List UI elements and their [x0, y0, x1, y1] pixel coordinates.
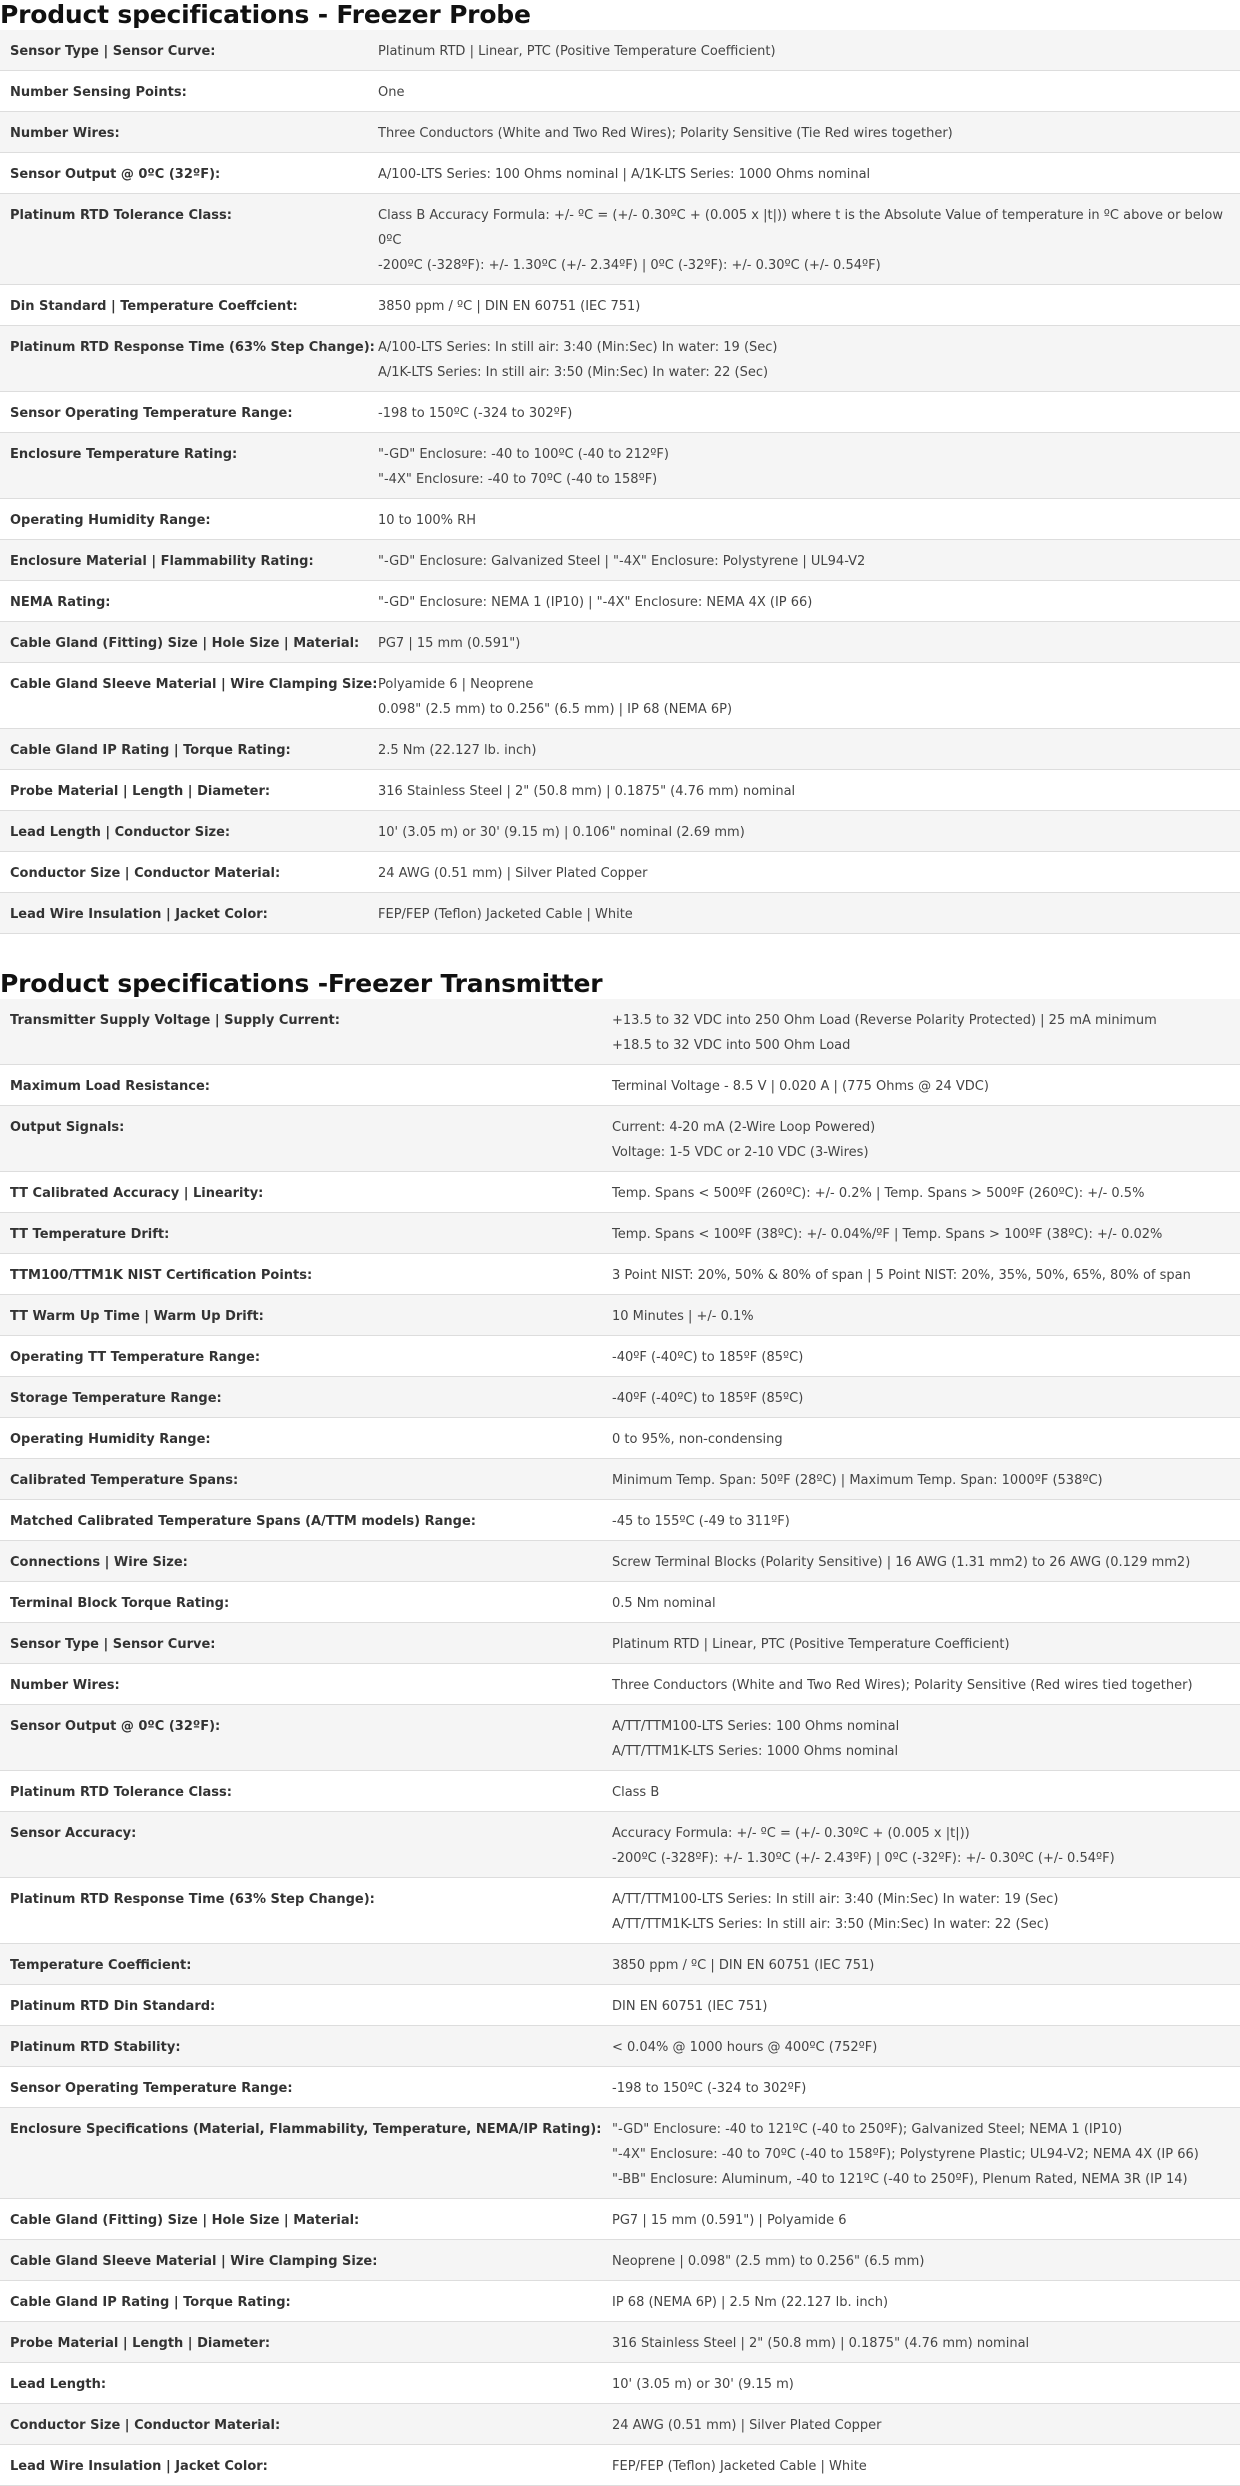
spec-value	[378, 852, 1240, 893]
spec-value-line: Temp. Spans < 100ºF (38ºC): +/- 0.04%/ºF | Temp. Spans > 100ºF (38ºC): +/- 0.02%	[612, 1227, 1163, 1242]
spec-row	[0, 663, 1240, 729]
spec-value-line: "-GD" Enclosure: -40 to 100ºC (-40 to 212ºF)	[378, 447, 669, 462]
spec-value-line: PG7 | 15 mm (0.591") | Polyamide 6	[612, 2213, 847, 2228]
spec-value-line: "-GD" Enclosure: -40 to 121ºC (-40 to 250ºF); Galvanized Steel; NEMA 1 (IP10)	[612, 2122, 1123, 2137]
spec-row	[0, 2281, 1240, 2322]
spec-label: Number Wires:	[0, 1664, 612, 1705]
spec-row	[0, 153, 1240, 194]
spec-row	[0, 1541, 1240, 1582]
spec-label: Lead Length:	[0, 2363, 612, 2404]
spec-label: Storage Temperature Range:	[0, 1377, 612, 1418]
spec-value-line: FEP/FEP (Teflon) Jacketed Cable | White	[612, 2459, 867, 2474]
probe-section-title: Product specifications - Freezer Probe	[0, 0, 531, 29]
spec-row	[0, 30, 1240, 71]
spec-value	[612, 1705, 1240, 1771]
spec-row	[0, 1705, 1240, 1771]
spec-label: Platinum RTD Response Time (63% Step Change):	[0, 326, 378, 392]
spec-label: Terminal Block Torque Rating:	[0, 1582, 612, 1623]
spec-value-line: "-BB" Enclosure: Aluminum, -40 to 121ºC (-40 to 250ºF), Plenum Rated, NEMA 3R (IP 14)	[612, 2172, 1188, 2187]
spec-value	[612, 2108, 1240, 2199]
spec-value-line: 316 Stainless Steel | 2" (50.8 mm) | 0.1875" (4.76 mm) nominal	[612, 2336, 1030, 2351]
spec-value-line: 10 to 100% RH	[378, 513, 476, 528]
spec-value-line: "-GD" Enclosure: NEMA 1 (IP10) | "-4X" Enclosure: NEMA 4X (IP 66)	[378, 595, 813, 610]
spec-label: Platinum RTD Tolerance Class:	[0, 194, 378, 285]
spec-row	[0, 1377, 1240, 1418]
spec-row	[0, 729, 1240, 770]
spec-value	[378, 153, 1240, 194]
spec-label: Temperature Coefficient:	[0, 1944, 612, 1985]
spec-value	[378, 194, 1240, 285]
transmitter-spec-table	[0, 999, 1240, 2486]
spec-value-line: < 0.04% @ 1000 hours @ 400ºC (752ºF)	[612, 2040, 878, 2055]
spec-row	[0, 2199, 1240, 2240]
spec-value	[378, 811, 1240, 852]
spec-value-line: 0 to 95%, non-condensing	[612, 1432, 783, 1447]
spec-label: Maximum Load Resistance:	[0, 1065, 612, 1106]
spec-row	[0, 433, 1240, 499]
spec-value	[612, 1985, 1240, 2026]
spec-value	[612, 2067, 1240, 2108]
spec-value-line: "-4X" Enclosure: -40 to 70ºC (-40 to 158ºF); Polystyrene Plastic; UL94-V2; NEMA 4X (IP 66)	[612, 2147, 1199, 2162]
spec-value-line: -45 to 155ºC (-49 to 311ºF)	[612, 1514, 790, 1529]
spec-row	[0, 1172, 1240, 1213]
spec-value	[612, 1812, 1240, 1878]
spec-value	[378, 581, 1240, 622]
spec-value-line: -40ºF (-40ºC) to 185ºF (85ºC)	[612, 1350, 804, 1365]
spec-label: Lead Wire Insulation | Jacket Color:	[0, 893, 378, 934]
spec-label: Sensor Output @ 0ºC (32ºF):	[0, 153, 378, 194]
spec-value	[612, 1336, 1240, 1377]
spec-value-line: FEP/FEP (Teflon) Jacketed Cable | White	[378, 907, 633, 922]
spec-row	[0, 1418, 1240, 1459]
spec-label: Lead Length | Conductor Size:	[0, 811, 378, 852]
spec-label: Cable Gland Sleeve Material | Wire Clamping Size:	[0, 663, 378, 729]
spec-value-line: -198 to 150ºC (-324 to 302ºF)	[378, 406, 573, 421]
spec-value	[612, 2363, 1240, 2404]
spec-value-line: "-4X" Enclosure: -40 to 70ºC (-40 to 158ºF)	[378, 472, 658, 487]
spec-row	[0, 194, 1240, 285]
spec-value-line: "-GD" Enclosure: Galvanized Steel | "-4X" Enclosure: Polystyrene | UL94-V2	[378, 554, 866, 569]
spec-value-line: A/100-LTS Series: 100 Ohms nominal | A/1K-LTS Series: 1000 Ohms nominal	[378, 167, 871, 182]
spec-value-line: Neoprene | 0.098" (2.5 mm) to 0.256" (6.5 mm)	[612, 2254, 925, 2269]
spec-value-line: Class B Accuracy Formula: +/- ºC = (+/- 0.30ºC + (0.005 x |t|)) where t is the Absolute Value of temperature in ºC above or below 0ºC	[378, 208, 1224, 248]
spec-value	[612, 1254, 1240, 1295]
spec-row	[0, 1295, 1240, 1336]
spec-label: Sensor Type | Sensor Curve:	[0, 30, 378, 71]
spec-row	[0, 1812, 1240, 1878]
spec-label: Number Wires:	[0, 112, 378, 153]
spec-value	[378, 540, 1240, 581]
spec-row	[0, 893, 1240, 934]
spec-value	[378, 499, 1240, 540]
spec-value-line: 2.5 Nm (22.127 lb. inch)	[378, 743, 537, 758]
spec-label: Enclosure Material | Flammability Rating:	[0, 540, 378, 581]
spec-value-line: A/TT/TTM100-LTS Series: In still air: 3:40 (Min:Sec) In water: 19 (Sec)	[612, 1892, 1059, 1907]
spec-label: Lead Wire Insulation | Jacket Color:	[0, 2445, 612, 2486]
spec-label: Din Standard | Temperature Coeffcient:	[0, 285, 378, 326]
spec-value-line: One	[378, 85, 405, 100]
spec-value	[612, 1459, 1240, 1500]
spec-row	[0, 1254, 1240, 1295]
spec-value-line: A/TT/TTM1K-LTS Series: In still air: 3:50 (Min:Sec) In water: 22 (Sec)	[612, 1917, 1050, 1932]
spec-value	[612, 1418, 1240, 1459]
spec-label: Calibrated Temperature Spans:	[0, 1459, 612, 1500]
spec-label: Platinum RTD Stability:	[0, 2026, 612, 2067]
spec-value-line: 10 Minutes | +/- 0.1%	[612, 1309, 754, 1324]
spec-label: TT Warm Up Time | Warm Up Drift:	[0, 1295, 612, 1336]
spec-label: Sensor Operating Temperature Range:	[0, 392, 378, 433]
spec-value	[612, 1771, 1240, 1812]
spec-row	[0, 1336, 1240, 1377]
spec-row	[0, 499, 1240, 540]
spec-value-line: Polyamide 6 | Neoprene	[378, 677, 534, 692]
spec-value-line: +13.5 to 32 VDC into 250 Ohm Load (Reverse Polarity Protected) | 25 mA minimum	[612, 1013, 1157, 1028]
spec-value-line: Screw Terminal Blocks (Polarity Sensitive) | 16 AWG (1.31 mm2) to 26 AWG (0.129 mm2)	[612, 1555, 1191, 1570]
spec-row	[0, 2404, 1240, 2445]
spec-value	[612, 1377, 1240, 1418]
spec-label: Sensor Output @ 0ºC (32ºF):	[0, 1705, 612, 1771]
spec-value	[612, 1213, 1240, 1254]
spec-label: TTM100/TTM1K NIST Certification Points:	[0, 1254, 612, 1295]
spec-value	[378, 433, 1240, 499]
spec-value-line: Platinum RTD | Linear, PTC (Positive Temperature Coefficient)	[378, 44, 776, 59]
spec-label: NEMA Rating:	[0, 581, 378, 622]
spec-value	[612, 2445, 1240, 2486]
transmitter-section-title: Product specifications -Freezer Transmitter	[0, 969, 603, 998]
spec-label: Sensor Accuracy:	[0, 1812, 612, 1878]
spec-value	[612, 2322, 1240, 2363]
spec-value-line: Temp. Spans < 500ºF (260ºC): +/- 0.2% | Temp. Spans > 500ºF (260ºC): +/- 0.5%	[612, 1186, 1145, 1201]
spec-value-line: Class B	[612, 1785, 660, 1800]
spec-row	[0, 2322, 1240, 2363]
spec-label: Conductor Size | Conductor Material:	[0, 852, 378, 893]
spec-value	[612, 1106, 1240, 1172]
spec-value-line: -198 to 150ºC (-324 to 302ºF)	[612, 2081, 807, 2096]
spec-value-line: 24 AWG (0.51 mm) | Silver Plated Copper	[378, 866, 648, 881]
spec-value-line: 3 Point NIST: 20%, 50% & 80% of span | 5 Point NIST: 20%, 35%, 50%, 65%, 80% of span	[612, 1268, 1191, 1283]
spec-value	[378, 71, 1240, 112]
spec-label: Cable Gland (Fitting) Size | Hole Size | Material:	[0, 2199, 612, 2240]
spec-value-line: Minimum Temp. Span: 50ºF (28ºC) | Maximum Temp. Span: 1000ºF (538ºC)	[612, 1473, 1103, 1488]
spec-label: Operating Humidity Range:	[0, 1418, 612, 1459]
spec-row	[0, 811, 1240, 852]
spec-value	[612, 2281, 1240, 2322]
spec-value-line: 10' (3.05 m) or 30' (9.15 m)	[612, 2377, 794, 2392]
spec-value-line: PG7 | 15 mm (0.591")	[378, 636, 521, 651]
spec-value	[612, 2240, 1240, 2281]
spec-label: Conductor Size | Conductor Material:	[0, 2404, 612, 2445]
spec-value	[378, 326, 1240, 392]
spec-value-line: DIN EN 60751 (IEC 751)	[612, 1999, 768, 2014]
spec-label: Platinum RTD Din Standard:	[0, 1985, 612, 2026]
spec-value-line: Three Conductors (White and Two Red Wires); Polarity Sensitive (Tie Red wires together)	[378, 126, 953, 141]
spec-value-line: A/1K-LTS Series: In still air: 3:50 (Min:Sec) In water: 22 (Sec)	[378, 365, 769, 380]
spec-value-line: 10' (3.05 m) or 30' (9.15 m) | 0.106" nominal (2.69 mm)	[378, 825, 745, 840]
spec-label: Cable Gland (Fitting) Size | Hole Size | Material:	[0, 622, 378, 663]
spec-value	[612, 1172, 1240, 1213]
spec-value	[378, 30, 1240, 71]
spec-row	[0, 1664, 1240, 1705]
spec-value	[378, 893, 1240, 934]
spec-label: Operating TT Temperature Range:	[0, 1336, 612, 1377]
spec-label: Transmitter Supply Voltage | Supply Current:	[0, 999, 612, 1065]
spec-label: Platinum RTD Response Time (63% Step Change):	[0, 1878, 612, 1944]
spec-value	[378, 770, 1240, 811]
spec-row	[0, 540, 1240, 581]
spec-value	[612, 1664, 1240, 1705]
spec-row	[0, 852, 1240, 893]
spec-value	[612, 1295, 1240, 1336]
spec-value	[612, 1878, 1240, 1944]
spec-value-line: Accuracy Formula: +/- ºC = (+/- 0.30ºC + (0.005 x |t|))	[612, 1826, 970, 1841]
spec-value-line: -200ºC (-328ºF): +/- 1.30ºC (+/- 2.43ºF) | 0ºC (-32ºF): +/- 0.30ºC (+/- 0.54ºF)	[612, 1851, 1115, 1866]
spec-value-line: 3850 ppm / ºC | DIN EN 60751 (IEC 751)	[612, 1958, 875, 1973]
spec-value-line: -40ºF (-40ºC) to 185ºF (85ºC)	[612, 1391, 804, 1406]
spec-row	[0, 1500, 1240, 1541]
spec-value-line: A/TT/TTM100-LTS Series: 100 Ohms nominal	[612, 1719, 900, 1734]
spec-value-line: Current: 4-20 mA (2-Wire Loop Powered)	[612, 1120, 876, 1135]
spec-row	[0, 112, 1240, 153]
spec-label: Output Signals:	[0, 1106, 612, 1172]
spec-value	[378, 112, 1240, 153]
spec-value-line: A/100-LTS Series: In still air: 3:40 (Min:Sec) In water: 19 (Sec)	[378, 340, 778, 355]
spec-label: Enclosure Specifications (Material, Flammability, Temperature, NEMA/IP Rating):	[0, 2108, 612, 2199]
spec-value-line: -200ºC (-328ºF): +/- 1.30ºC (+/- 2.34ºF) | 0ºC (-32ºF): +/- 0.30ºC (+/- 0.54ºF)	[378, 258, 881, 273]
spec-value	[378, 622, 1240, 663]
spec-value-line: Terminal Voltage - 8.5 V | 0.020 A | (775 Ohms @ 24 VDC)	[612, 1079, 989, 1094]
spec-row	[0, 2240, 1240, 2281]
spec-label: Probe Material | Length | Diameter:	[0, 770, 378, 811]
spec-value	[612, 2199, 1240, 2240]
spec-row	[0, 999, 1240, 1065]
spec-value	[612, 1623, 1240, 1664]
spec-row	[0, 1582, 1240, 1623]
spec-label: Enclosure Temperature Rating:	[0, 433, 378, 499]
spec-value	[612, 999, 1240, 1065]
spec-value-line: 3850 ppm / ºC | DIN EN 60751 (IEC 751)	[378, 299, 641, 314]
spec-label: Matched Calibrated Temperature Spans (A/TTM models) Range:	[0, 1500, 612, 1541]
spec-row	[0, 1459, 1240, 1500]
spec-row	[0, 581, 1240, 622]
spec-value	[612, 1582, 1240, 1623]
spec-row	[0, 2067, 1240, 2108]
spec-row	[0, 71, 1240, 112]
spec-row	[0, 1213, 1240, 1254]
probe-spec-table	[0, 30, 1240, 934]
spec-row	[0, 1771, 1240, 1812]
spec-label: Cable Gland Sleeve Material | Wire Clamping Size:	[0, 2240, 612, 2281]
spec-row	[0, 392, 1240, 433]
spec-value	[378, 285, 1240, 326]
spec-label: Cable Gland IP Rating | Torque Rating:	[0, 729, 378, 770]
spec-label: Number Sensing Points:	[0, 71, 378, 112]
spec-row	[0, 326, 1240, 392]
spec-row	[0, 622, 1240, 663]
spec-value	[612, 1065, 1240, 1106]
spec-value-line: Three Conductors (White and Two Red Wires); Polarity Sensitive (Red wires tied together)	[612, 1678, 1193, 1693]
spec-value-line: Voltage: 1-5 VDC or 2-10 VDC (3-Wires)	[612, 1145, 869, 1160]
spec-label: Connections | Wire Size:	[0, 1541, 612, 1582]
spec-label: Probe Material | Length | Diameter:	[0, 2322, 612, 2363]
spec-label: TT Calibrated Accuracy | Linearity:	[0, 1172, 612, 1213]
spec-row	[0, 1623, 1240, 1664]
spec-label: Operating Humidity Range:	[0, 499, 378, 540]
spec-value	[612, 2026, 1240, 2067]
spec-label: TT Temperature Drift:	[0, 1213, 612, 1254]
spec-value	[378, 392, 1240, 433]
spec-value-line: 316 Stainless Steel | 2" (50.8 mm) | 0.1875" (4.76 mm) nominal	[378, 784, 796, 799]
spec-row	[0, 2445, 1240, 2486]
spec-row	[0, 285, 1240, 326]
spec-row	[0, 770, 1240, 811]
spec-label: Sensor Type | Sensor Curve:	[0, 1623, 612, 1664]
spec-row	[0, 2363, 1240, 2404]
spec-value-line: IP 68 (NEMA 6P) | 2.5 Nm (22.127 lb. inch)	[612, 2295, 889, 2310]
spec-row	[0, 1878, 1240, 1944]
spec-row	[0, 1944, 1240, 1985]
spec-label: Sensor Operating Temperature Range:	[0, 2067, 612, 2108]
spec-value-line: 24 AWG (0.51 mm) | Silver Plated Copper	[612, 2418, 882, 2433]
spec-value	[612, 1500, 1240, 1541]
spec-value	[612, 1541, 1240, 1582]
spec-row	[0, 1985, 1240, 2026]
spec-value	[612, 2404, 1240, 2445]
spec-row	[0, 2108, 1240, 2199]
spec-value-line: Platinum RTD | Linear, PTC (Positive Temperature Coefficient)	[612, 1637, 1010, 1652]
spec-row	[0, 1106, 1240, 1172]
spec-value	[378, 663, 1240, 729]
spec-value	[612, 1944, 1240, 1985]
spec-value	[378, 729, 1240, 770]
spec-row	[0, 1065, 1240, 1106]
spec-label: Cable Gland IP Rating | Torque Rating:	[0, 2281, 612, 2322]
spec-value-line: 0.5 Nm nominal	[612, 1596, 716, 1611]
spec-value-line: A/TT/TTM1K-LTS Series: 1000 Ohms nominal	[612, 1744, 899, 1759]
spec-value-line: 0.098" (2.5 mm) to 0.256" (6.5 mm) | IP 68 (NEMA 6P)	[378, 702, 733, 717]
spec-row	[0, 2026, 1240, 2067]
spec-value-line: +18.5 to 32 VDC into 500 Ohm Load	[612, 1038, 851, 1053]
spec-label: Platinum RTD Tolerance Class:	[0, 1771, 612, 1812]
